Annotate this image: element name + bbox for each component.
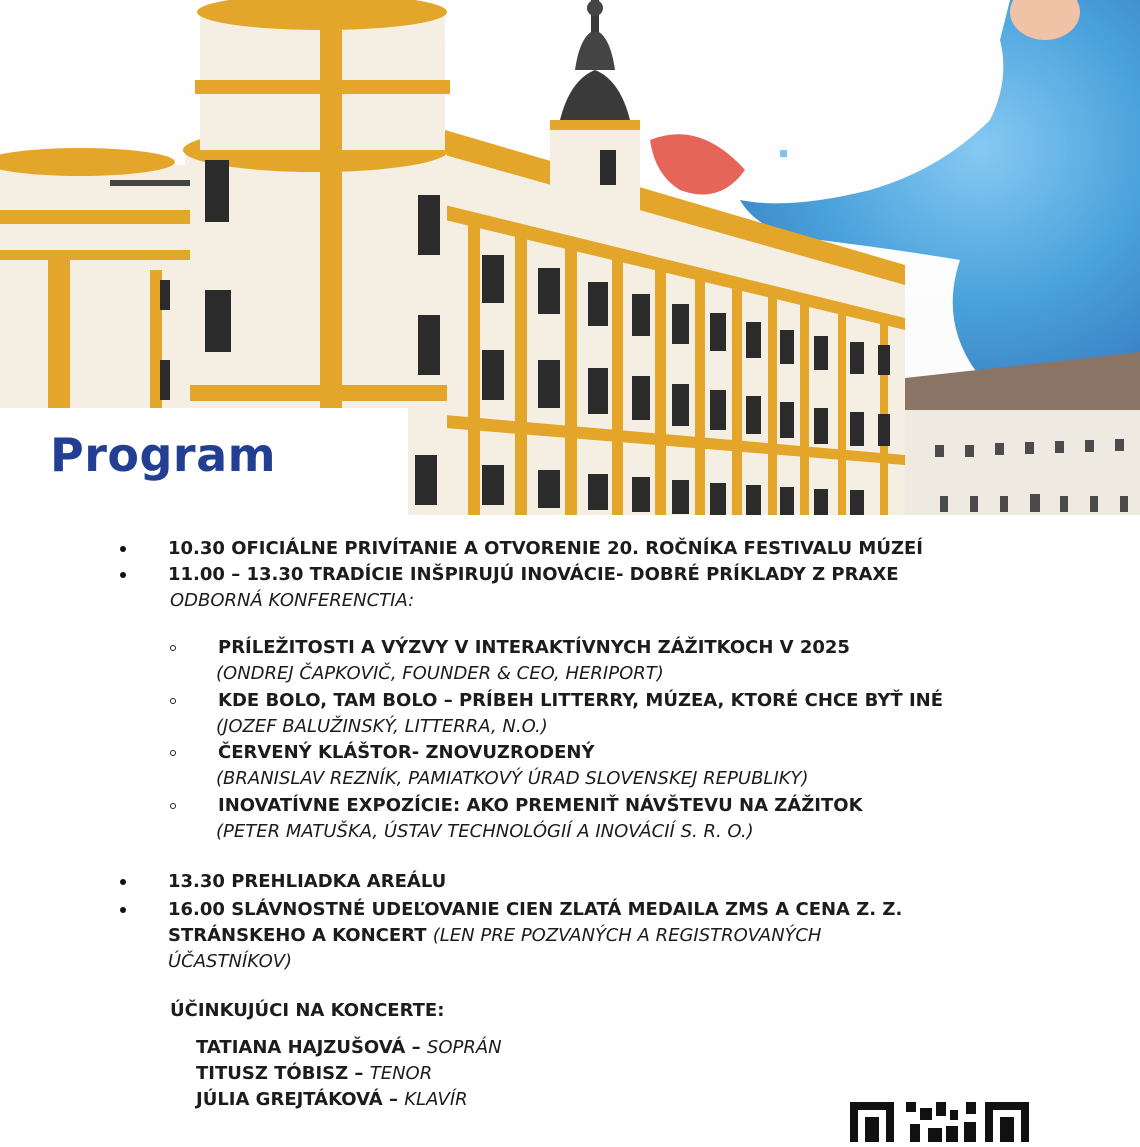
agenda-note: ÚČASTNÍKOV) (168, 951, 293, 972)
agenda-line (168, 537, 923, 561)
agenda-line (196, 1062, 432, 1086)
qr-code-icon (850, 1102, 1045, 1142)
agenda-note: (ONDREJ ČAPKOVIČ, FOUNDER & CEO, HERIPORT) (216, 663, 664, 684)
agenda-text: KDE BOLO, TAM BOLO – PRÍBEH LITTERRY, MÚZEA, KTORÉ CHCE BYŤ INÉ (218, 690, 944, 711)
agenda-note: (BRANISLAV REZNÍK, PAMIATKOVÝ ÚRAD SLOVENSKEJ REPUBLIKY) (216, 768, 809, 789)
agenda-line (218, 636, 850, 660)
agenda-note: KLAVÍR (404, 1089, 468, 1110)
agenda-text: ÚČINKUJÚCI NA KONCERTE: (170, 1000, 445, 1021)
agenda-line (168, 870, 446, 894)
agenda-text: 10.30 OFICIÁLNE PRIVÍTANIE A OTVORENIE 20. ROČNÍKA FESTIVALU MÚZEÍ (168, 538, 924, 559)
agenda-line (216, 662, 664, 686)
agenda-line (168, 950, 292, 974)
agenda-line (196, 1088, 468, 1112)
agenda-line (216, 715, 548, 739)
agenda-text: 11.00 – 13.30 TRADÍCIE INŠPIRUJÚ INOVÁCIE- DOBRÉ PRÍKLADY Z PRAXE (168, 564, 899, 585)
bullet-dot-icon (120, 572, 126, 578)
agenda-line (168, 563, 899, 587)
agenda-text: 13.30 PREHLIADKA AREÁLU (168, 871, 447, 892)
page-title: Program (50, 428, 277, 482)
agenda-line (216, 767, 809, 791)
agenda-note: ODBORNÁ KONFERENCTIA: (170, 590, 415, 611)
agenda-note: (JOZEF BALUŽINSKÝ, LITTERRA, N.O.) (216, 716, 548, 737)
agenda-line (168, 898, 902, 922)
agenda-line (168, 924, 821, 948)
agenda-text: TITUSZ TÓBISZ – (196, 1063, 370, 1084)
agenda-text: STRÁNSKEHO A KONCERT (168, 925, 433, 946)
agenda-note: (PETER MATUŠKA, ÚSTAV TECHNOLÓGIÍ A INOVÁCIÍ S. R. O.) (216, 821, 754, 842)
agenda-line (170, 589, 414, 613)
agenda-note: (LEN PRE POZVANÝCH A REGISTROVANÝCH (432, 925, 822, 946)
agenda-note: TENOR (369, 1063, 433, 1084)
bullet-circle-icon (170, 803, 176, 809)
agenda-line (218, 741, 594, 765)
agenda-line (196, 1036, 502, 1060)
bullet-circle-icon (170, 698, 176, 704)
agenda-text: 16.00 SLÁVNOSTNÉ UDEĽOVANIE CIEN ZLATÁ MEDAILA ZMS A CENA Z. Z. (168, 899, 903, 920)
agenda-note: SOPRÁN (426, 1037, 502, 1058)
agenda-line (218, 689, 943, 713)
agenda-line (170, 999, 444, 1023)
agenda-line (218, 794, 863, 818)
bullet-dot-icon (120, 879, 126, 885)
bullet-circle-icon (170, 750, 176, 756)
bullet-dot-icon (120, 546, 126, 552)
agenda-text: INOVATÍVNE EXPOZÍCIE: AKO PREMENIŤ NÁVŠTEVU NA ZÁŽITOK (218, 795, 863, 816)
agenda-text: TATIANA HAJZUŠOVÁ – (196, 1037, 427, 1058)
bullet-circle-icon (170, 645, 176, 651)
agenda-line (216, 820, 754, 844)
bullet-dot-icon (120, 907, 126, 913)
agenda-text: ČERVENÝ KLÁŠTOR- ZNOVUZRODENÝ (218, 742, 595, 763)
agenda-text: JÚLIA GREJTÁKOVÁ – (196, 1089, 405, 1110)
agenda-text: PRÍLEŽITOSTI A VÝZVY V INTERAKTÍVNYCH ZÁŽITKOCH V 2025 (218, 637, 850, 658)
